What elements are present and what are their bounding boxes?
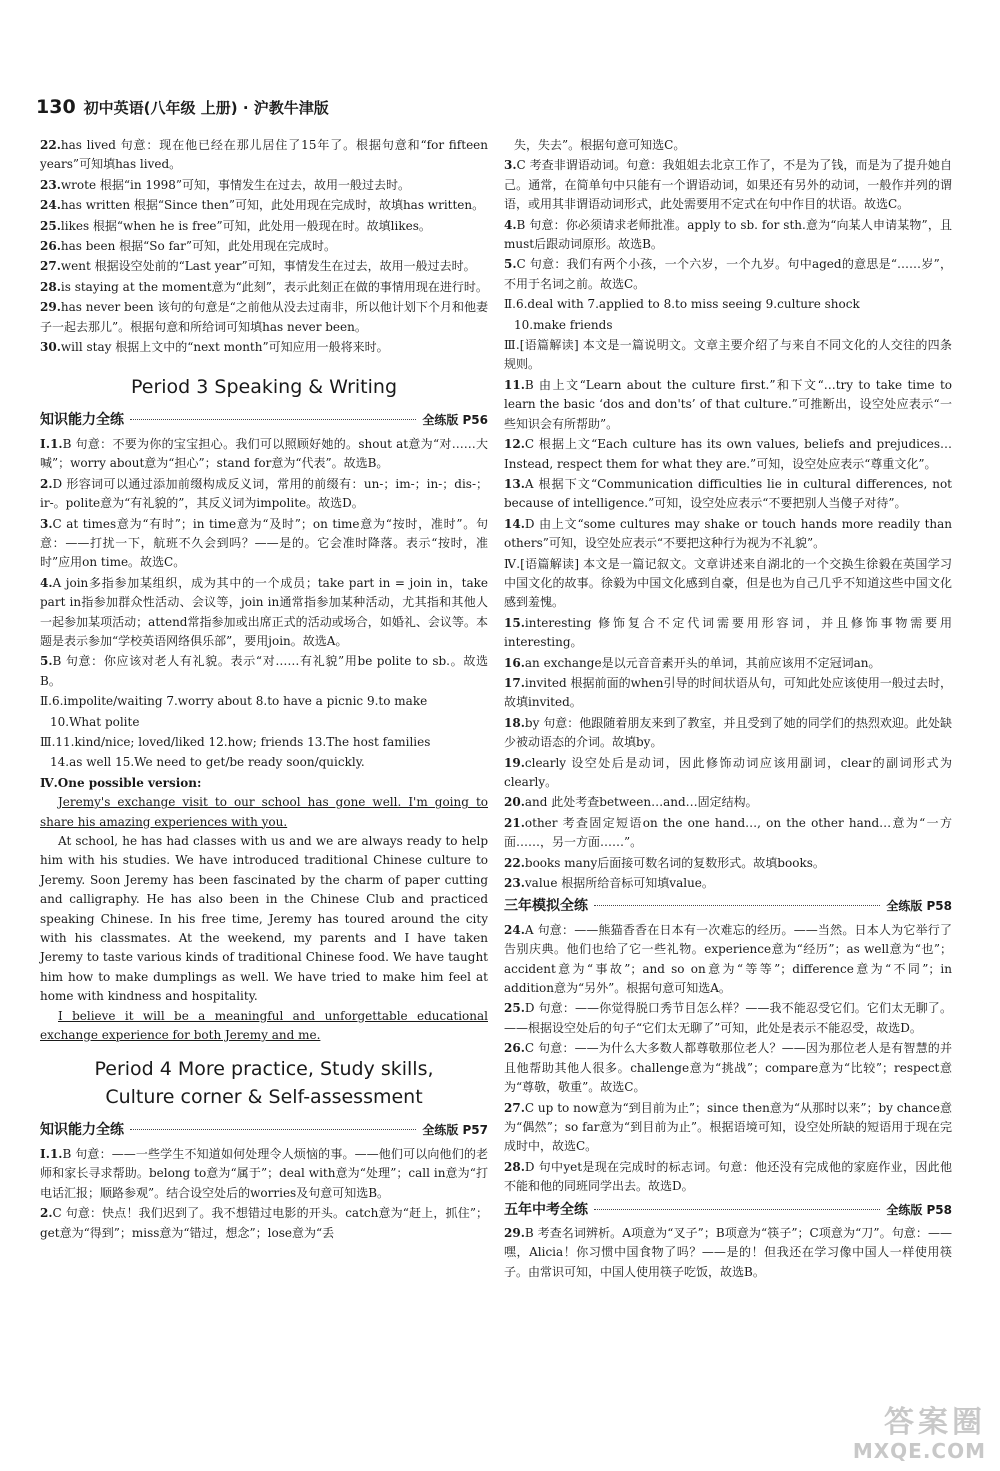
answer-number: 2. bbox=[40, 1206, 53, 1221]
watermark-logo: 答案圈 bbox=[884, 1405, 986, 1440]
period4-title-line: Culture corner & Self-assessment bbox=[105, 1086, 423, 1109]
watermark-url: MXQE.COM bbox=[852, 1439, 986, 1463]
answer-number: 27. bbox=[504, 1100, 525, 1115]
answer-text: will stay 根据上文中的“next month”可知应用一般将来时。 bbox=[60, 340, 389, 355]
answer-item bbox=[40, 217, 488, 236]
answer-number: 2. bbox=[40, 476, 53, 491]
answer-text: C at times意为“有时”；in time意为“及时”；on time意为“按时，准时”。句意：——打扰一下，航班不久会到吗？——是的。它会准时降落。表示“按时，准时”应用on time。故选C。 bbox=[40, 516, 488, 570]
answers-c bbox=[504, 614, 952, 894]
answer-item bbox=[504, 475, 952, 514]
period3-title: Period 3 Speaking & Writing bbox=[131, 376, 397, 399]
answer-text: C 考查非谓语动词。句意：我姐姐去北京工作了，不是为了钱，而是为了提升她自己。通常，在简单句中只能有一个谓语动词，如果还有另外的动词，一般作并列的谓语，或用其非谓语动词形式，此处需要用不定式在句中作目的状语。故选C。 bbox=[504, 158, 952, 212]
book-title: 初中英语(八年级 上册) · 沪教牛津版 bbox=[83, 99, 329, 117]
essay-paragraph: Jeremy's exchange visit to our school has gone well. I'm going to share his amazing experiences with you. bbox=[40, 795, 488, 829]
answer-text: by 句意：他跟随着朋友来到了教室，并且受到了她的同学们的热烈欢迎。此处缺少被动语态的介词。故填by。 bbox=[504, 715, 952, 750]
answer-item bbox=[504, 515, 952, 554]
answer-number: 23. bbox=[40, 177, 61, 192]
continuation-text: 失，失去”。根据句意可知选C。 bbox=[514, 138, 686, 152]
answer-text: an exchange是以元音音素开头的单词，其前应该用不定冠词an。 bbox=[524, 655, 881, 670]
answer-number: 26. bbox=[40, 239, 61, 254]
essay-heading: Ⅳ.One possible version: bbox=[40, 775, 202, 790]
answer-text: has written 根据“Since then”可知，此处用现在完成时，故填has written。 bbox=[60, 198, 485, 213]
answer-item bbox=[40, 136, 488, 175]
answer-number: 3. bbox=[40, 516, 53, 531]
answer-number: 24. bbox=[40, 198, 61, 213]
answers-e bbox=[504, 1224, 952, 1282]
answer-text: wrote 根据“in 1998”可知，事情发生在过去，故用一般过去时。 bbox=[60, 177, 411, 192]
answer-number: 4. bbox=[40, 575, 53, 590]
section-ref: 全练版 P58 bbox=[886, 1202, 952, 1217]
answer-number: 27. bbox=[40, 259, 61, 274]
answer-item bbox=[504, 255, 952, 294]
answer-item bbox=[504, 793, 952, 812]
essay-paragraph: At school, he has had classes with us and we are always ready to help him with his studies. We have introduced traditional Chinese culture to Jeremy. Soon Jeremy has been fascinated by the charm of paper cutting and calligraphy. He has also been in the Chinese Club and practiced speaking Chinese. In his free time, Jeremy has toured around the city with his classmates. At the weekend, my parents and I have taken Jeremy to taste various kinds of traditional Chinese food. We have taught him how to make dumplings as well. We have tried to make him feel at home with kindness and hospitality. bbox=[40, 834, 488, 1004]
answer-text: D 句意：——你觉得脱口秀节目怎么样？——我不能忍受它们。它们太无聊了。——根据设空处后的句子“它们太无聊了”可知，此处是表示不能忍受，故选D。 bbox=[504, 1001, 952, 1035]
answer-item bbox=[504, 376, 952, 434]
answer-item bbox=[504, 654, 952, 673]
answer-number: 13. bbox=[504, 476, 525, 491]
answer-number: 18. bbox=[504, 715, 525, 730]
answer-item bbox=[504, 874, 952, 893]
answer-number: 24. bbox=[504, 922, 525, 937]
answer-text: A 根据下文“Communication difficulties lie in cultural differences, not because of intelligence.”可知，设空处应表示“不要把别人当傻子对待”。 bbox=[504, 476, 952, 511]
answer-text: D 由上文“some cultures may shake or touch hands more readily than others”可知，设空处应表示“不要把这种行为视为不礼貌”。 bbox=[504, 516, 952, 551]
answer-text: is staying at the moment意为“此刻”，表示此刻正在做的事情用现在进行时。 bbox=[60, 279, 488, 294]
answer-number: 22. bbox=[504, 855, 525, 870]
answer-number: Ⅰ.1. bbox=[40, 1146, 63, 1161]
left-column bbox=[40, 136, 488, 1244]
section-name: 知识能力全练 bbox=[40, 1122, 124, 1139]
answers-p3 bbox=[40, 435, 488, 691]
answer-text: has lived 句意：现在他已经在那儿居住了15年了。根据句意和“for fifteen years”可知填has lived。 bbox=[40, 138, 488, 172]
answers-p4 bbox=[40, 1145, 488, 1243]
section-ref: 全练版 P57 bbox=[422, 1123, 488, 1138]
answer-number: 28. bbox=[504, 1159, 525, 1174]
answer-text: C 句意：我们有两个小孩，一个六岁，一个九岁。句中aged的意思是“……岁”，不用于名词之前。故选C。 bbox=[504, 257, 952, 291]
answers-b bbox=[504, 376, 952, 554]
answer-item bbox=[504, 156, 952, 214]
section-header bbox=[504, 897, 952, 916]
answer-text: A join多指参加某组织，成为其中的一个成员；take part in = join in，take part in指参加群众性活动、会议等，join in通常指参加某种活动，尤其指和其他人一起参加某项活动；attend常指参加或出席正式的活动或场合，如婚礼、会议等。本题是表示参加“学校英语网络俱乐部”，要用join。故选A。 bbox=[40, 575, 488, 648]
answer-item bbox=[504, 216, 952, 255]
essay-paragraph: I believe it will be a meaningful and unforgettable educational exchange experience for both Jeremy and me. bbox=[40, 1008, 488, 1043]
answer-number: 5. bbox=[504, 257, 517, 272]
answer-item bbox=[504, 814, 952, 853]
fill-ii-line: Ⅱ.6.impolite/waiting 7.worry about 8.to have a picnic 9.to make bbox=[40, 694, 428, 709]
answer-item bbox=[504, 1158, 952, 1197]
answer-item bbox=[40, 298, 488, 337]
answer-item bbox=[504, 854, 952, 873]
answer-number: 30. bbox=[40, 340, 61, 355]
answer-number: 3. bbox=[504, 158, 517, 173]
answer-text: C 根据上文“Each culture has its own values, beliefs and prejudices… Instead, respect them for what they are.”可知，设空处应表示“尊重文化”。 bbox=[504, 437, 952, 471]
answer-number: 26. bbox=[504, 1041, 525, 1056]
answer-number: 4. bbox=[504, 217, 517, 232]
answer-item bbox=[40, 237, 488, 256]
answer-text: D 句中yet是现在完成时的标志词。句意：他还没有完成他的家庭作业，因此他不能和他的同班同学出去。故选D。 bbox=[504, 1159, 952, 1194]
answer-text: other 考查固定短语on the one hand…, on the other hand…意为“一方面……，另一方面……”。 bbox=[504, 815, 952, 850]
answer-text: B 由上文“Learn about the culture first.”和下文“…try to take time to learn the basic ‘dos and don'ts’ of that culture.”可推断出，设空处应表示“一些知识会有所帮助”。 bbox=[504, 377, 952, 431]
answer-number: 17. bbox=[504, 675, 525, 690]
section-header bbox=[504, 1201, 952, 1220]
fill-iii-line: Ⅲ.11.kind/nice; loved/liked 12.how; friends 13.The host families bbox=[40, 734, 431, 749]
answer-text: C 句意：快点！我们迟到了。我不想错过电影的开头。catch意为“赶上，抓住”；get意为“得到”；miss意为“错过，想念”；lose意为“丢 bbox=[40, 1206, 488, 1240]
answer-item bbox=[504, 614, 952, 653]
answer-item bbox=[40, 338, 488, 357]
period4-title-line: Period 4 More practice, Study skills, bbox=[94, 1058, 434, 1081]
section-name: 知识能力全练 bbox=[40, 412, 124, 429]
page-header bbox=[36, 96, 329, 126]
answer-number: 28. bbox=[40, 279, 61, 294]
answer-text: C 句意：——为什么大多数人都尊敬那位老人？——因为那位老人是有智慧的并且他帮助其他人很多。challenge意为“挑战”；compare意为“比较”；respect意为“尊敬，敬重”。故选C。 bbox=[504, 1041, 952, 1095]
answers-a bbox=[504, 156, 952, 294]
answer-number: 25. bbox=[504, 1001, 525, 1016]
answer-number: 5. bbox=[40, 654, 53, 669]
answer-item bbox=[504, 921, 952, 999]
answer-number: 21. bbox=[504, 815, 525, 830]
answer-number: 12. bbox=[504, 437, 525, 452]
watermark bbox=[786, 1407, 986, 1463]
page-number: 130 bbox=[36, 96, 76, 118]
answer-number: 15. bbox=[504, 615, 525, 630]
reading-intro: Ⅲ.[语篇解读] 本文是一篇说明文。文章主要介绍了与来自不同文化的人交往的四条规则。 bbox=[504, 338, 952, 372]
answer-text: value 根据所给音标可知填value。 bbox=[524, 876, 714, 891]
answer-item bbox=[504, 1224, 952, 1282]
answer-item bbox=[504, 1039, 952, 1097]
fill-ii-line: 10.What polite bbox=[50, 714, 140, 729]
answer-text: interesting 修饰复合不定代词需要用形容词，并且修饰事物需要用interesting。 bbox=[504, 615, 952, 650]
section-ref: 全练版 P58 bbox=[886, 899, 952, 914]
dotted-leader bbox=[130, 419, 416, 420]
answer-text: C up to now意为“到目前为止”；since then意为“从那时以来”；by chance意为“偶然”；so far意为“到目前为止”。根据语境可知，设空处所缺的短语用于现在完成时中，故选C。 bbox=[504, 1100, 952, 1154]
essay bbox=[40, 774, 488, 1046]
answer-item bbox=[40, 176, 488, 195]
answer-text: B 句意：你必须请求老师批准。apply to sb. for sth.意为“向某人申请某物”，且must后跟动词原形。故选B。 bbox=[504, 217, 952, 252]
fill-ii-line: Ⅱ.6.deal with 7.applied to 8.to miss seeing 9.culture shock bbox=[504, 297, 860, 312]
answer-item bbox=[40, 652, 488, 691]
answer-number: 11. bbox=[504, 377, 525, 392]
dotted-leader bbox=[594, 1209, 880, 1210]
answer-item bbox=[40, 475, 488, 514]
section-name: 五年中考全练 bbox=[504, 1201, 588, 1218]
answer-number: 14. bbox=[504, 516, 525, 531]
answer-text: books many后面接可数名词的复数形式。故填books。 bbox=[524, 855, 825, 870]
answer-text: D 形容词可以通过添加前缀构成反义词，常用的前缀有：un-；im-；in-；dis-；ir-。polite意为“有礼貌的”，其反义词为impolite。故选D。 bbox=[40, 476, 488, 511]
answer-text: clearly 设空处后是动词，因此修饰动词应该用副词，clear的副词形式为clearly。 bbox=[504, 755, 952, 789]
answer-item bbox=[40, 574, 488, 652]
dotted-leader bbox=[594, 905, 880, 906]
answer-item bbox=[40, 515, 488, 573]
answer-text: and 此处考查between…and…固定结构。 bbox=[524, 795, 758, 810]
answer-item bbox=[40, 1145, 488, 1203]
answer-text: B 句意：你应该对老人有礼貌。表示“对……有礼貌”用be polite to sb.。故选B。 bbox=[40, 654, 488, 688]
dotted-leader bbox=[130, 1129, 416, 1130]
answer-number: 29. bbox=[504, 1225, 525, 1240]
answer-number: 20. bbox=[504, 795, 525, 810]
answer-item bbox=[40, 278, 488, 297]
answer-text: B 句意：——一些学生不知道如何处理令人烦恼的事。——他们可以向他们的老师和家长寻求帮助。belong to意为“属于”；deal with意为“处理”；call in意为“打电话汇报；顺路参观”。结合设空处后的worries及句意可知选B。 bbox=[40, 1146, 488, 1200]
answer-item bbox=[504, 435, 952, 474]
answer-text: A 句意：——熊猫香香在日本有一次难忘的经历。——当然。日本人为它举行了告别庆典。他们也给了它一些礼物。experience意为“经历”；as well意为“也”；accident意为“事故”；and so on意为“等等”；difference意为“不同”；in addition意为“另外”。根据句意可知选A。 bbox=[504, 922, 952, 996]
answer-number: 22. bbox=[40, 138, 61, 152]
answer-number: 19. bbox=[504, 755, 525, 770]
answer-number: 25. bbox=[40, 218, 61, 233]
answer-text: likes 根据“when he is free”可知，此处用一般现在时。故填likes。 bbox=[60, 218, 431, 233]
fill-ii-line: 10.make friends bbox=[514, 317, 613, 332]
period4-title bbox=[40, 1055, 488, 1111]
answer-text: invited 根据前面的when引导的时间状语从句，可知此处应该使用一般过去时，故填invited。 bbox=[504, 675, 952, 710]
answer-item bbox=[504, 999, 952, 1038]
answer-text: has been 根据“So far”可知，此处用现在完成时。 bbox=[60, 239, 337, 254]
answer-text: has never been 该句的句意是“之前他从没去过南非，所以他计划下个月和他妻子一起去那儿”。根据句意和所给词可知填has never been。 bbox=[40, 300, 488, 334]
fill-iii-line: 14.as well 15.We need to get/be ready soon/quickly. bbox=[50, 755, 365, 770]
answer-number: 16. bbox=[504, 655, 525, 670]
answer-item bbox=[40, 257, 488, 276]
answer-text: B 句意：不要为你的宝宝担心。我们可以照顾好她的。shout at意为“对……大喊”；worry about意为“担心”；stand for意为“代表”。故选B。 bbox=[40, 436, 488, 471]
answer-item bbox=[40, 435, 488, 474]
answer-number: 29. bbox=[40, 300, 61, 315]
section-header bbox=[40, 1121, 488, 1140]
answer-text: B 考查名词辨析。A项意为“叉子”；B项意为“筷子”；C项意为“刀”。句意：——嘿，Alicia！你习惯中国食物了吗？——是的！但我还在学习像中国人一样使用筷子。由常识可知，中国人使用筷子吃饭，故选B。 bbox=[504, 1225, 952, 1279]
answers-d bbox=[504, 921, 952, 1197]
section-ref: 全练版 P56 bbox=[422, 413, 488, 428]
answer-item bbox=[504, 674, 952, 713]
answer-text: went 根据设空处前的“Last year”可知，事情发生在过去，故用一般过去时。 bbox=[60, 259, 476, 274]
answers-top bbox=[40, 136, 488, 357]
right-column bbox=[504, 136, 952, 1283]
answer-number: 23. bbox=[504, 876, 525, 891]
answer-item bbox=[504, 714, 952, 753]
answer-item bbox=[40, 196, 488, 215]
section-header bbox=[40, 411, 488, 430]
section-name: 三年模拟全练 bbox=[504, 898, 588, 915]
answer-item bbox=[504, 754, 952, 793]
answer-number: Ⅰ.1. bbox=[40, 436, 63, 451]
answer-item bbox=[504, 1099, 952, 1157]
reading-intro: Ⅳ.[语篇解读] 本文是一篇记叙文。文章讲述来自湖北的一个交换生徐毅在英国学习中国文化的故事。徐毅为中国文化感到自豪，但是也为自己几乎不知道这些中国文化感到羞愧。 bbox=[504, 556, 952, 610]
answer-item bbox=[40, 1204, 488, 1243]
